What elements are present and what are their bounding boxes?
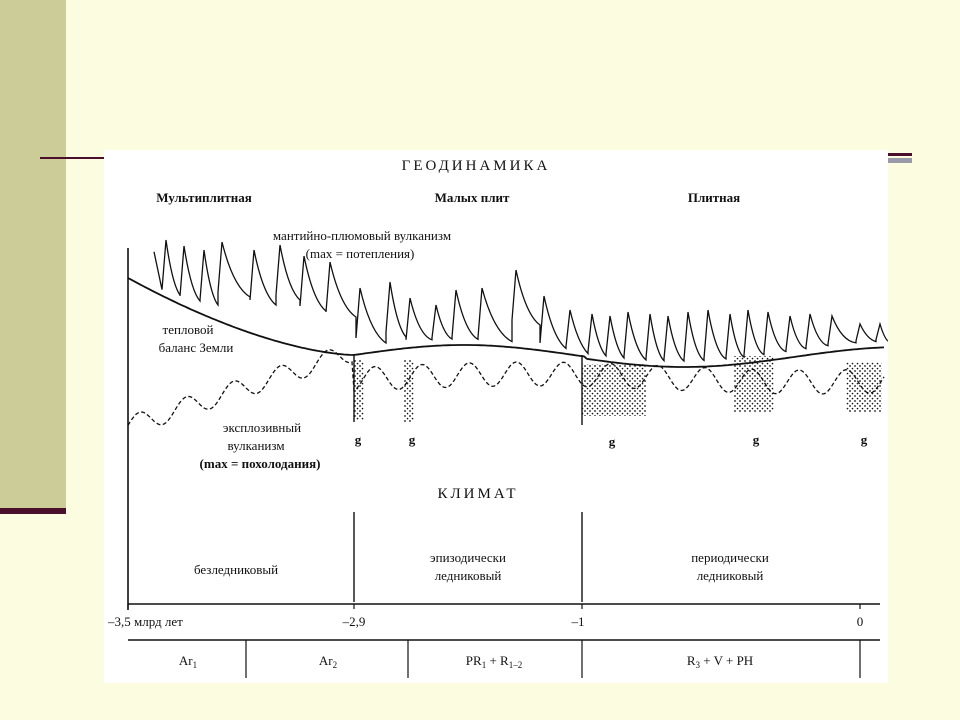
plume-volcanism-curve	[154, 240, 888, 361]
eon-archean-2: $Ar_2$	[318, 653, 338, 670]
glaciation-zone-3	[582, 364, 646, 416]
climate-regime-1: безледниковый	[193, 562, 279, 577]
phase-label-small-plates: Малых плит	[434, 190, 510, 205]
climate-regime-3-line-2: ледниковый	[696, 568, 764, 583]
glaciation-zone-2	[404, 360, 414, 422]
slide-rule-right-shadow	[888, 158, 912, 163]
climate-regime-3: периодически	[691, 550, 769, 565]
glaciation-zone-5	[846, 362, 882, 412]
climate-title: КЛИМАТ	[437, 486, 519, 502]
slide-accent-bar	[0, 0, 66, 508]
time-label-3: –1	[571, 614, 585, 629]
climate-regime-2: эпизодически	[430, 550, 506, 565]
glaciation-marker-1: g	[354, 432, 362, 447]
time-label-2: –2,9	[342, 614, 366, 629]
climate-regime-2-line-2: ледниковый	[434, 568, 502, 583]
eon-riphean-vendian-phanerozoic: $R_3 + V$ + PH	[686, 653, 754, 670]
geodynamics-figure	[104, 150, 888, 683]
explosive-volcanism-label: эксплозивный	[222, 420, 302, 435]
slide-accent-bar-edge	[0, 508, 66, 514]
slide-rule-right	[888, 153, 912, 156]
diagram-canvas	[104, 150, 888, 683]
phase-label-plate: Плитная	[687, 190, 741, 205]
diagram-title: ГЕОДИНАМИКА	[401, 158, 551, 174]
glaciation-marker-5: g	[860, 432, 868, 447]
time-label-4: 0	[856, 614, 864, 629]
explosive-volcanism-label-2: вулканизм	[227, 438, 285, 453]
eon-archean-1: $Ar_1$	[178, 653, 198, 670]
glaciation-marker-3: g	[608, 434, 616, 449]
plume-volcanism-label: мантийно-плюмовый вулканизм	[272, 228, 452, 243]
phase-label-multiplate: Мультиплитная	[156, 190, 252, 205]
glaciation-marker-4: g	[752, 432, 760, 447]
glaciation-zone-1	[354, 360, 364, 420]
time-label-start: –3,5 млрд лет	[108, 614, 183, 629]
glaciation-zones	[354, 356, 882, 422]
glaciation-marker-2: g	[408, 432, 416, 447]
slide-rule-left	[40, 157, 104, 159]
explosive-volcanism-note: (max = похолодания)	[199, 456, 321, 471]
plume-volcanism-note: (max = потепления)	[305, 246, 415, 261]
eon-proterozoic-early: $PR_1 + R_{1-2}$	[465, 653, 523, 670]
heat-balance-label: тепловой	[162, 322, 214, 337]
heat-balance-label-2: баланс Земли	[158, 340, 234, 355]
